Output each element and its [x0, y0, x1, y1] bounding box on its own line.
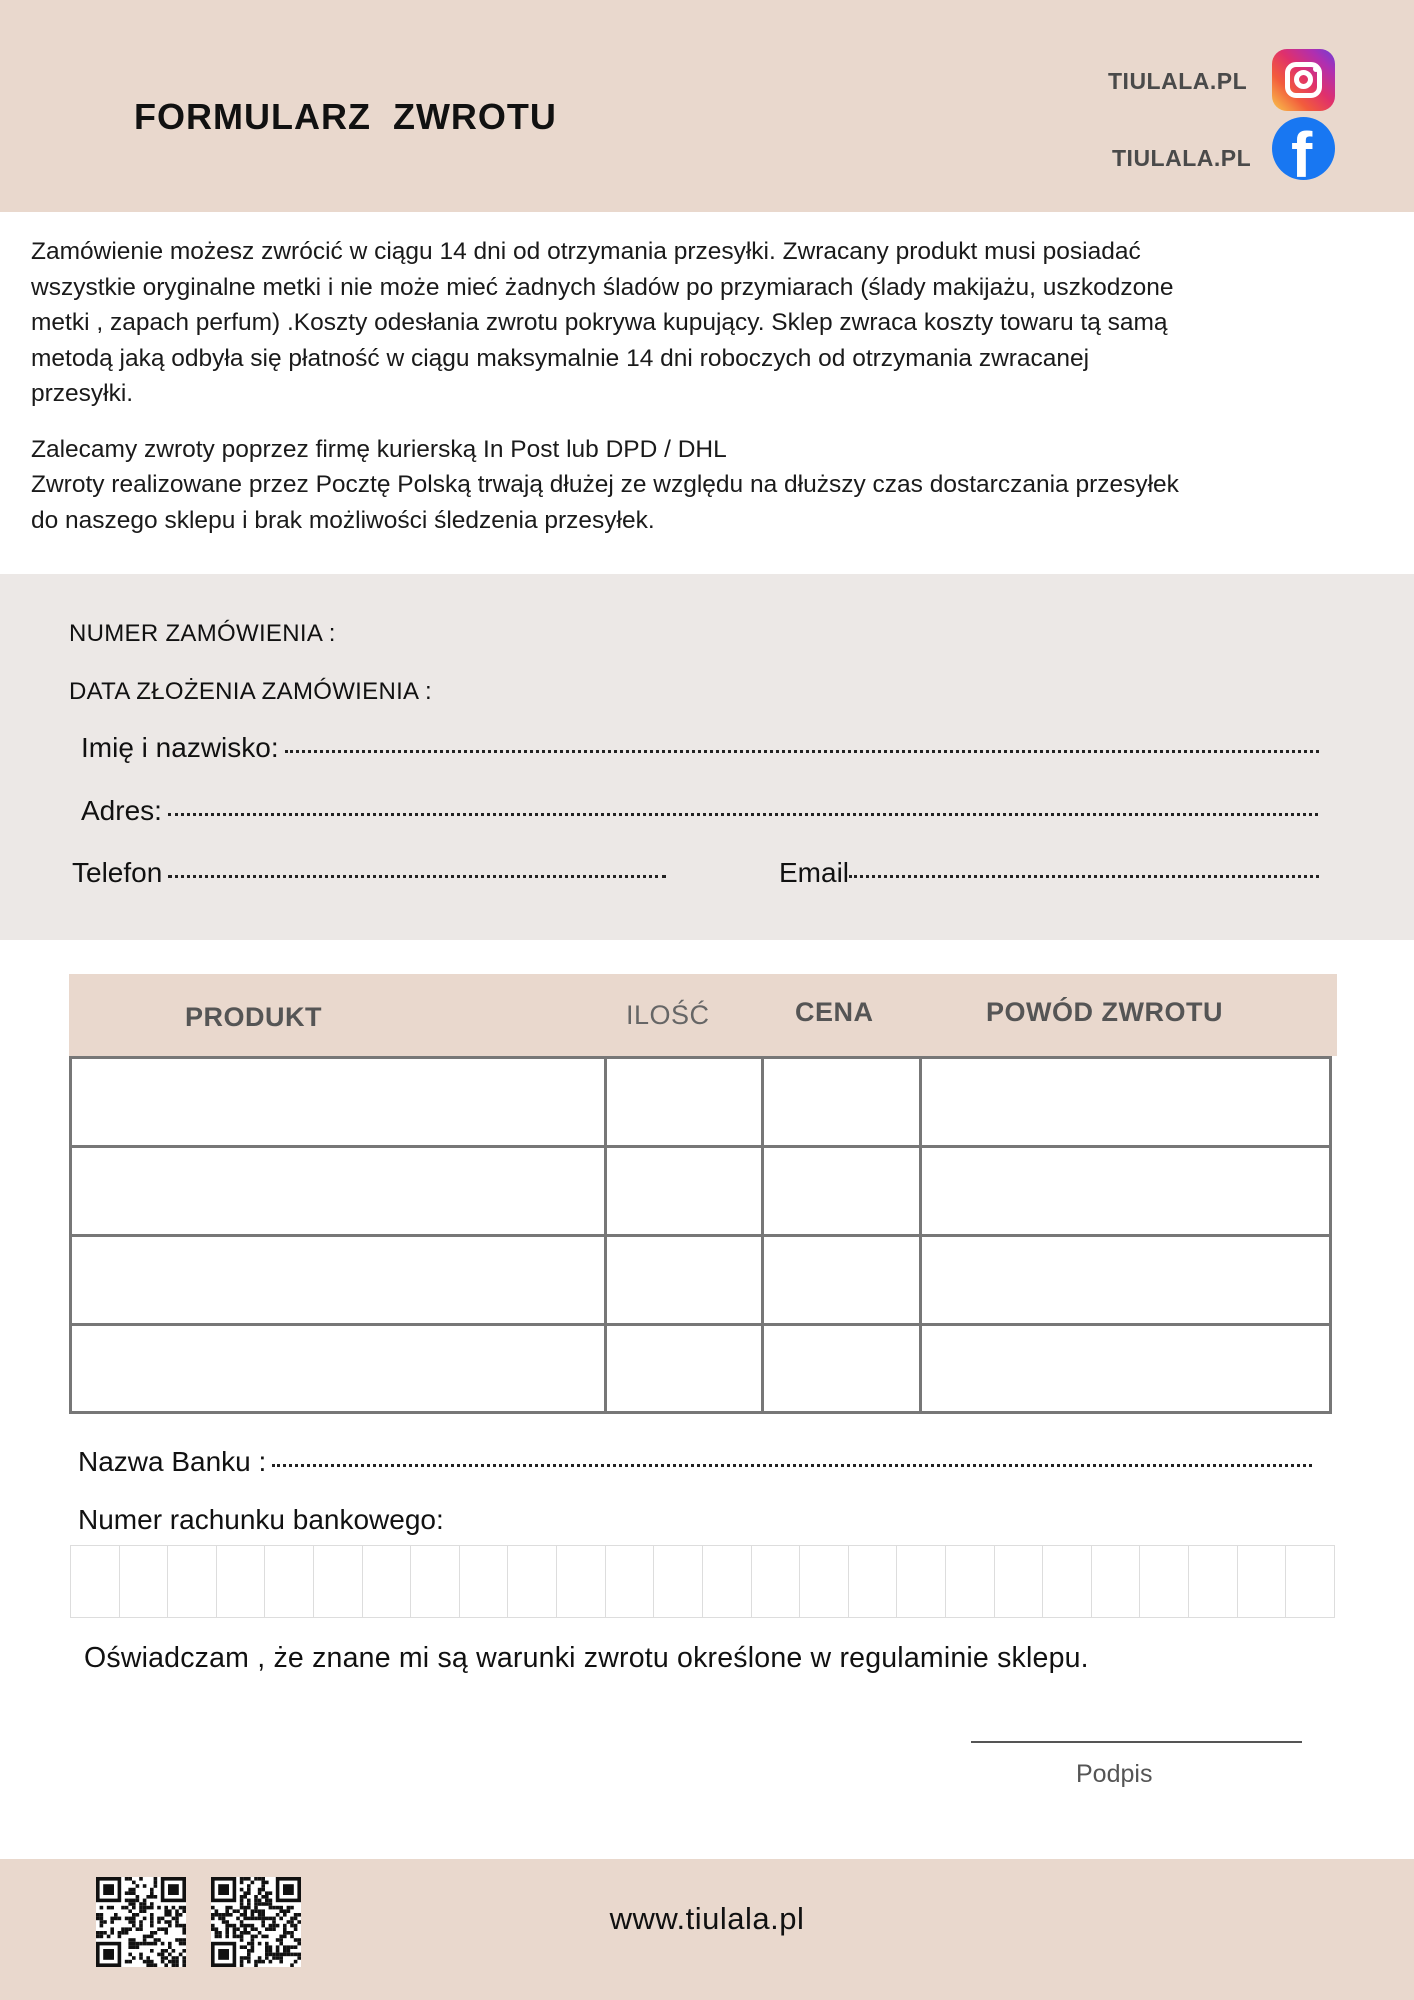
phone-field-line[interactable] [168, 875, 666, 878]
account-digit-box[interactable] [1189, 1546, 1238, 1617]
name-field[interactable] [81, 732, 1319, 764]
intro-paragraph-1 [31, 234, 1386, 412]
table-cell-product[interactable] [72, 1237, 604, 1323]
table-cell-reason[interactable] [922, 1059, 1329, 1145]
table-cell-reason[interactable] [922, 1237, 1329, 1323]
intro-line: metki , zapach perfum) .Koszty odesłania zwrotu pokrywa kupujący. Sklep zwraca koszty towaru tą samą [31, 309, 1168, 336]
name-field-label: Imię i nazwisko: [81, 732, 279, 763]
account-digit-box[interactable] [168, 1546, 217, 1617]
instagram-label[interactable]: TIULALA.PL [1108, 68, 1248, 94]
intro-line: wszystkie oryginalne metki i nie może mieć żadnych śladów po przymiarach (ślady makijażu, uszkodzone [31, 273, 1174, 301]
table-cell-price[interactable] [764, 1326, 919, 1411]
table-cell-quantity[interactable] [607, 1237, 761, 1323]
table-cell-price[interactable] [764, 1059, 919, 1145]
signature-line[interactable] [971, 1741, 1302, 1743]
account-digit-box[interactable] [752, 1546, 801, 1617]
address-field-label: Adres: [81, 795, 162, 826]
account-digit-box[interactable] [1092, 1546, 1141, 1617]
phone-field[interactable] [72, 857, 666, 889]
column-header-reason: POWÓD ZWROTU [986, 997, 1223, 1027]
intro-line: Zalecamy zwroty poprzez firmę kurierską In Post lub DPD / DHL [31, 435, 727, 463]
email-field-label: Email [779, 857, 850, 888]
website-link[interactable]: www.tiulala.pl [609, 1901, 805, 1936]
column-header-product: PRODUKT [185, 1002, 322, 1032]
account-digit-box[interactable] [557, 1546, 606, 1617]
facebook-icon[interactable]: f [1272, 117, 1335, 180]
table-cell-product[interactable] [72, 1059, 604, 1145]
account-digit-box[interactable] [411, 1546, 460, 1617]
email-field[interactable] [779, 857, 1319, 889]
bank-name-line[interactable] [272, 1464, 1312, 1467]
column-header-price: CENA [795, 997, 874, 1027]
account-digit-box[interactable] [1286, 1546, 1334, 1617]
return-items-table [69, 1056, 1332, 1414]
address-field-line[interactable] [168, 813, 1318, 816]
phone-field-label: Telefon [72, 857, 163, 888]
account-digit-box[interactable] [363, 1546, 412, 1617]
bank-name-field[interactable] [78, 1446, 1312, 1478]
account-digit-box[interactable] [508, 1546, 557, 1617]
signature-label: Podpis [1076, 1760, 1153, 1788]
table-cell-reason[interactable] [922, 1148, 1329, 1234]
intro-text [31, 234, 1386, 558]
table-cell-quantity[interactable] [607, 1326, 761, 1411]
account-digit-box[interactable] [800, 1546, 849, 1617]
table-cell-price[interactable] [764, 1148, 919, 1234]
intro-line: do naszego sklepu i brak możliwości śledzenia przesyłek. [31, 506, 655, 534]
table-cell-price[interactable] [764, 1237, 919, 1323]
table-cell-product[interactable] [72, 1326, 604, 1411]
account-digit-box[interactable] [703, 1546, 752, 1617]
order-date-label: DATA ZŁOŻENIA ZAMÓWIENIA : [69, 678, 432, 705]
intro-line: przesyłki. [31, 380, 134, 407]
account-digit-box[interactable] [120, 1546, 169, 1617]
table-cell-quantity[interactable] [607, 1148, 761, 1234]
table-cell-reason[interactable] [922, 1326, 1329, 1411]
account-digit-box[interactable] [1043, 1546, 1092, 1617]
column-header-quantity: ILOŚĆ [626, 1000, 710, 1030]
account-number-label: Numer rachunku bankowego: [78, 1504, 444, 1535]
instagram-icon[interactable] [1272, 49, 1335, 111]
account-digit-box[interactable] [1238, 1546, 1287, 1617]
facebook-label[interactable]: TIULALA.PL [1112, 145, 1252, 171]
order-number-label: NUMER ZAMÓWIENIA : [69, 620, 336, 647]
table-cell-quantity[interactable] [607, 1059, 761, 1145]
declaration-text: Oświadczam , że znane mi są warunki zwrotu określone w regulaminie sklepu. [84, 1642, 1089, 1674]
intro-line: metodą jaką odbyła się płatność w ciągu maksymalnie 14 dni roboczych od otrzymania zwracanej [31, 344, 1090, 372]
page-title: FORMULARZ ZWROTU [134, 96, 557, 137]
account-digit-box[interactable] [654, 1546, 703, 1617]
intro-paragraph-2 [31, 432, 1386, 539]
email-field-line[interactable] [849, 875, 1319, 878]
account-digit-box[interactable] [897, 1546, 946, 1617]
account-digit-box[interactable] [460, 1546, 509, 1617]
account-digit-box[interactable] [995, 1546, 1044, 1617]
account-digit-box[interactable] [265, 1546, 314, 1617]
account-digit-box[interactable] [1140, 1546, 1189, 1617]
account-digit-box[interactable] [849, 1546, 898, 1617]
name-field-line[interactable] [285, 750, 1319, 753]
intro-line: Zamówienie możesz zwrócić w ciągu 14 dni od otrzymania przesyłki. Zwracany produkt musi posiadać [31, 238, 1141, 265]
bank-name-label: Nazwa Banku : [78, 1446, 267, 1477]
account-digit-box[interactable] [606, 1546, 655, 1617]
table-cell-product[interactable] [72, 1148, 604, 1234]
account-digit-box[interactable] [71, 1546, 120, 1617]
account-digit-box[interactable] [946, 1546, 995, 1617]
intro-line: Zwroty realizowane przez Pocztę Polską trwają dłużej ze względu na dłuższy czas dostarczania przesyłek [31, 471, 1179, 498]
account-digit-box[interactable] [314, 1546, 363, 1617]
address-field[interactable] [81, 795, 1318, 827]
account-digit-box[interactable] [217, 1546, 266, 1617]
account-number-boxes [70, 1545, 1335, 1618]
